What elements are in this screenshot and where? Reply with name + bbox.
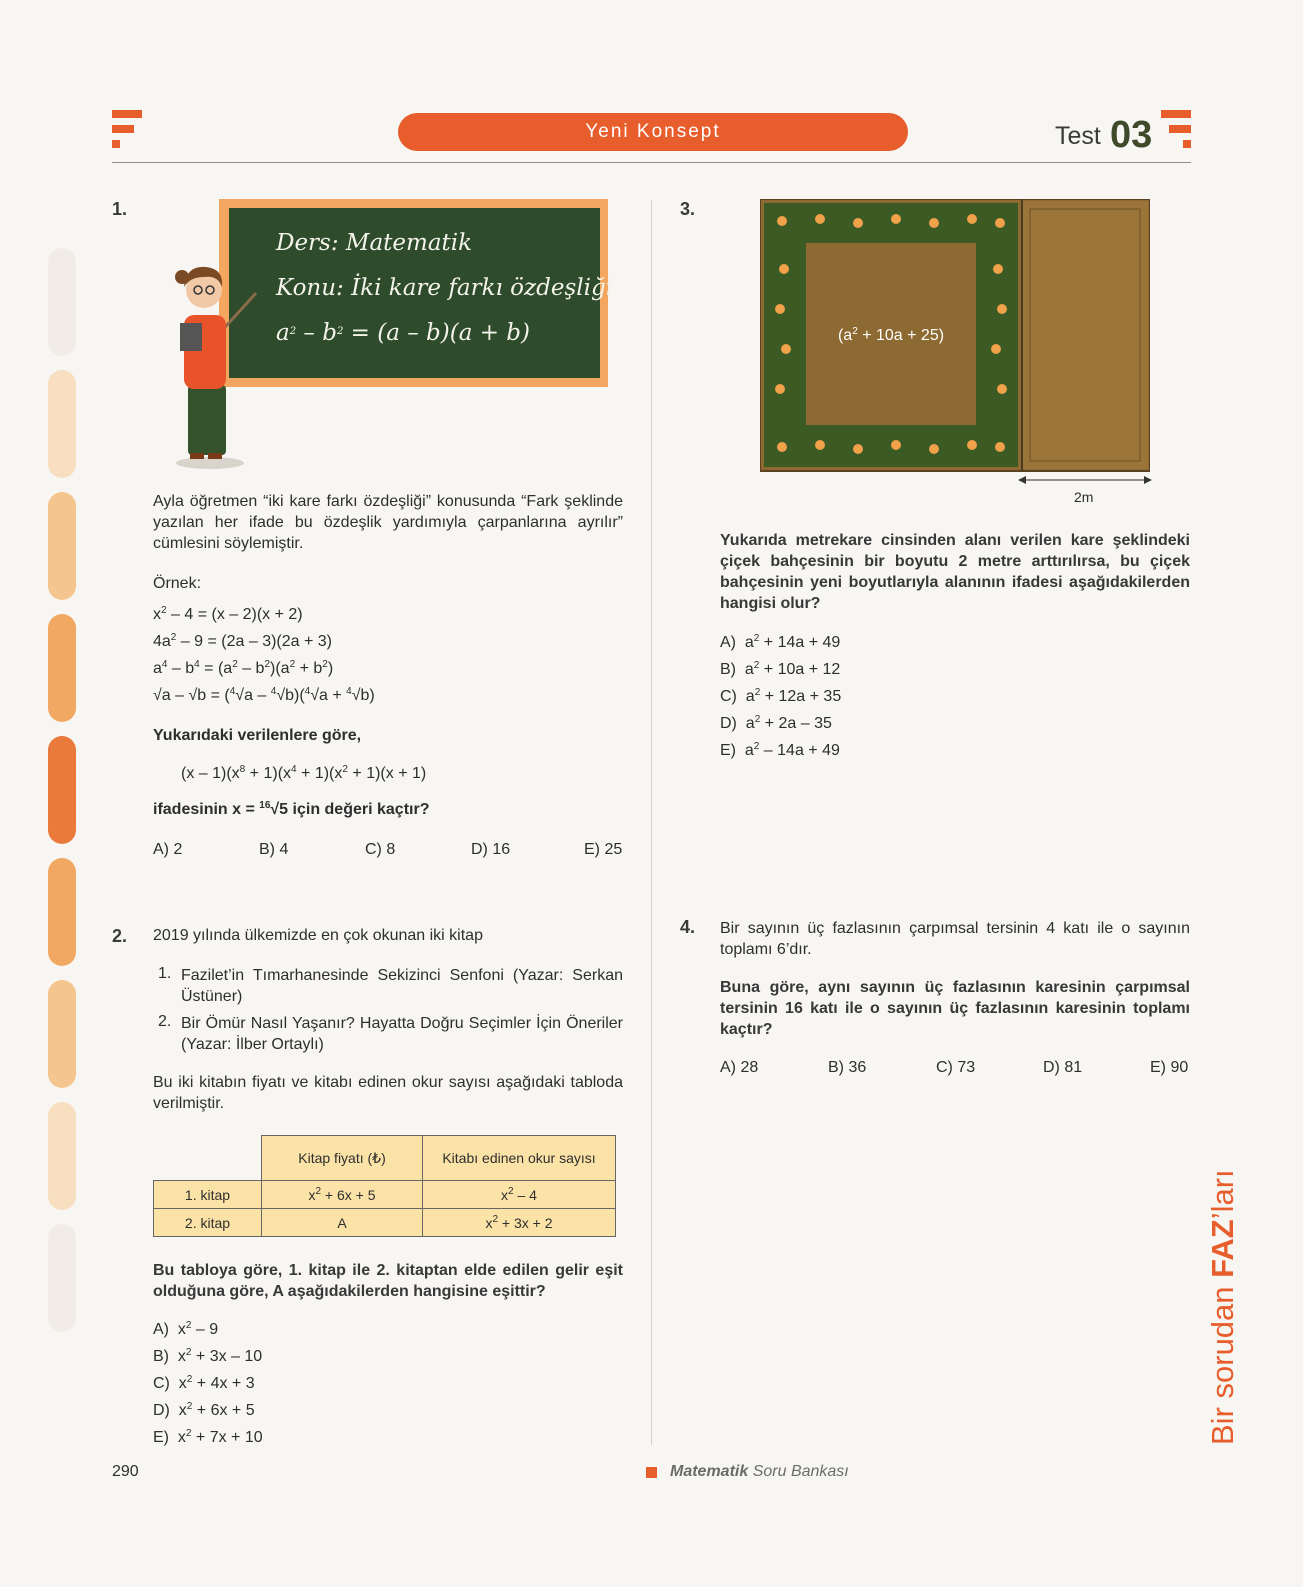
page-number: 290 [112, 1463, 139, 1480]
q1-example-1: $x^2 - 4 = (x - 2)(x + 2)$ [153, 605, 303, 623]
q4-option-c[interactable]: C) 73 [936, 1059, 976, 1076]
q1-option-a[interactable]: A) 2 [153, 841, 183, 858]
q2-book-1-number: 1. [158, 965, 172, 982]
flower-garden-illustration-icon [760, 199, 1150, 474]
test-number: 03 [1110, 114, 1153, 156]
side-tab [48, 492, 76, 600]
q1-number: 1. [112, 199, 128, 219]
q3-option-a[interactable]: A) $a^2 + 14a + 49$ [720, 633, 841, 651]
q3-option-b[interactable]: B) $a^2 + 10a + 12$ [720, 660, 841, 678]
q3-option-d[interactable]: D) $a^2 + 2a - 35$ [720, 714, 832, 732]
q3-option-e[interactable]: E) $a^2 - 14a + 49$ [720, 741, 840, 759]
q4-option-a[interactable]: A) 28 [720, 1059, 759, 1076]
dimension-label: 2m [1074, 489, 1094, 505]
q1-option-b[interactable]: B) 4 [259, 841, 289, 858]
q1-example-label: Örnek: [153, 575, 202, 592]
table-header-readers: Kitabı edinen okur sayısı [423, 1136, 616, 1181]
q3-question: Yukarıda metrekare cinsinden alanı verilen kare şeklindeki çiçek bahçesinin bir boyutu 2 metre arttırılırsa, bu çiçek bahçesinin yeni boyutlarıyla alanının ifadesi aşağıdakilerden hangisi olur? [720, 532, 1190, 612]
side-tab [48, 980, 76, 1088]
test-label: Test [1055, 122, 1101, 150]
table-cell: $x^2 + 3x + 2$ [423, 1209, 616, 1237]
side-tab [48, 614, 76, 722]
q3-option-c[interactable]: C) $a^2 + 12a + 35$ [720, 687, 842, 705]
q2-book-2: Bir Ömür Nasıl Yaşanır? Hayatta Doğru Seçimler İçin Öneriler (Yazar: İlber Ortaylı) [181, 1015, 623, 1053]
section-title-pill: Yeni Konsept [398, 113, 908, 151]
brand-logo-right-icon [1161, 110, 1191, 152]
table-row [154, 1209, 616, 1237]
table-cell: A [262, 1209, 423, 1237]
side-slogan: Bir sorudan FAZ’ları [1205, 1169, 1240, 1445]
q1-option-e[interactable]: E) 25 [584, 841, 623, 858]
board-line-2: Konu: İki kare farkı özdeşliği [276, 275, 614, 301]
q2-option-c[interactable]: C) $x^2 + 4x + 3$ [153, 1374, 255, 1392]
q1-expression: $(x - 1)(x^8 + 1)(x^4 + 1)(x^2 + 1)(x + 1)$ [181, 764, 427, 782]
book-table [153, 1135, 616, 1237]
q4-intro: Bir sayının üç fazlasının çarpımsal tersinin 4 katı ile o sayının toplamı 6’dır. [720, 920, 1190, 958]
q1-option-d[interactable]: D) 16 [471, 841, 511, 858]
q1-question-lead: Yukarıdaki verilenlere göre, [153, 727, 362, 744]
side-tab [48, 248, 76, 356]
q2-table-intro: Bu iki kitabın fiyatı ve kitabı edinen okur sayısı aşağıdaki tabloda verilmiştir. [153, 1074, 623, 1112]
table-row-label: 1. kitap [154, 1181, 262, 1209]
q1-intro: Ayla öğretmen “iki kare farkı özdeşliği” konusunda “Fark şeklinde yazılan her ifade bu özdeşlik yardımıyla çarpanlarına ayrılır” cümlesini söylemiştir. [153, 493, 623, 552]
board-line-1: Ders: Matematik [276, 230, 473, 256]
q2-intro: 2019 yılında ülkemizde en çok okunan iki kitap [153, 927, 483, 944]
table-row [154, 1181, 616, 1209]
q4-number: 4. [680, 917, 696, 937]
q4-option-b[interactable]: B) 36 [828, 1059, 867, 1076]
side-tab [48, 1224, 76, 1332]
q3-number: 3. [680, 199, 696, 219]
q1-example-4: √a – √b = ($^4$√a – $^4$√b)($^4$√a + $^4$√b) [153, 686, 375, 704]
q1-example-3: $a^4 - b^4 = (a^2 - b^2)(a^2 + b^2)$ [153, 659, 334, 677]
side-tab [48, 736, 76, 844]
table-cell: $x^2 - 4$ [423, 1181, 616, 1209]
teacher-illustration-icon [160, 255, 260, 475]
board-line-3: $a^2 - b^2 = (a - b)(a + b)$ [276, 320, 531, 346]
footer-square-icon [646, 1467, 657, 1478]
table-row-label: 2. kitap [154, 1209, 262, 1237]
dimension-arrow-icon [1018, 475, 1152, 485]
side-tab [48, 1102, 76, 1210]
q2-option-b[interactable]: B) $x^2 + 3x - 10$ [153, 1347, 263, 1365]
header-divider [112, 162, 1191, 163]
q1-option-c[interactable]: C) 8 [365, 841, 396, 858]
book-title: Matematik Soru Bankası [670, 1463, 849, 1480]
side-tab [48, 370, 76, 478]
q2-number: 2. [112, 926, 128, 946]
chalkboard [229, 208, 614, 378]
q2-question: Bu tabloya göre, 1. kitap ile 2. kitaptan elde edilen gelir eşit olduğuna göre, A aşağıdakilerden hangisine eşittir? [153, 1262, 623, 1300]
column-divider [651, 200, 652, 1445]
q1-question: ifadesinin x = $^{16}$√5 için değeri kaçtır? [153, 800, 430, 818]
table-header-price: Kitap fiyatı (₺) [262, 1136, 423, 1181]
q2-option-d[interactable]: D) $x^2 + 6x + 5$ [153, 1401, 255, 1419]
q4-option-e[interactable]: E) 90 [1150, 1059, 1189, 1076]
table-cell: $x^2 + 6x + 5$ [262, 1181, 423, 1209]
svg-text:(a2 + 10a + 25): $(a^2 + 10a + 25)$ [837, 326, 945, 344]
q2-option-e[interactable]: E) $x^2 + 7x + 10$ [153, 1428, 263, 1446]
q2-book-1: Fazilet’in Tımarhanesinde Sekizinci Senfoni (Yazar: Serkan Üstüner) [181, 967, 623, 1005]
q4-option-d[interactable]: D) 81 [1043, 1059, 1083, 1076]
brand-logo-icon [112, 110, 142, 152]
q2-option-a[interactable]: A) $x^2 - 9$ [153, 1320, 219, 1338]
side-tab [48, 858, 76, 966]
q4-question: Buna göre, aynı sayının üç fazlasının karesinin çarpımsal tersinin 16 katı ile o sayının üç fazlasının karesinin toplamı kaçtır? [720, 979, 1190, 1038]
q1-example-2: $4a^2 - 9 = (2a - 3)(2a + 3)$ [153, 632, 333, 650]
q2-book-2-number: 2. [158, 1013, 172, 1030]
